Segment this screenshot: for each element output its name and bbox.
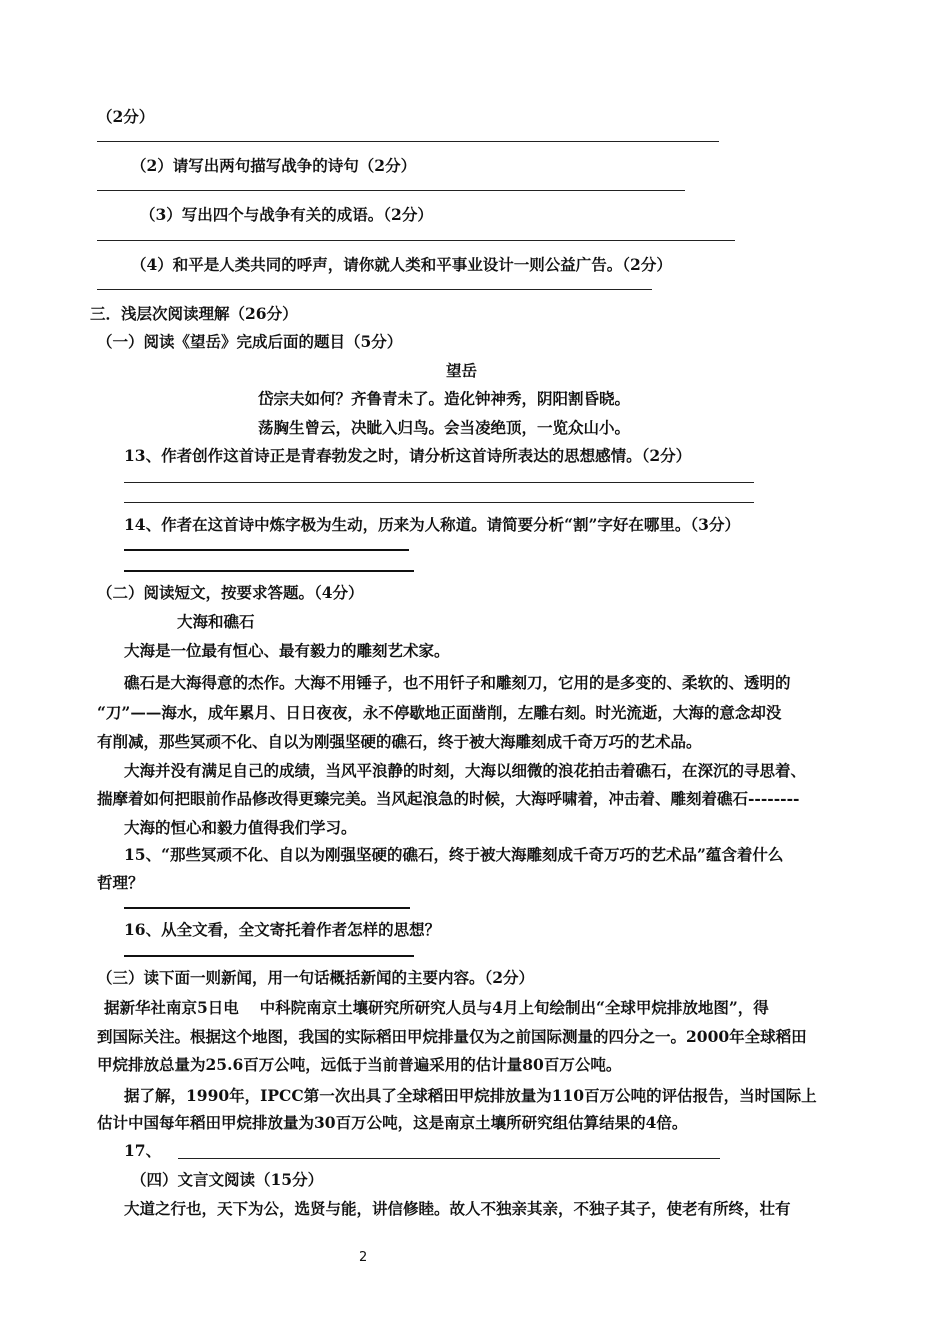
answer-line[interactable] bbox=[97, 240, 735, 241]
answer-line[interactable] bbox=[97, 190, 685, 191]
answer-line[interactable] bbox=[124, 482, 754, 483]
news-line: 甲烷排放总量为25.6百万公吨，远低于当前普遍采用的估计量80百万公吨。 bbox=[97, 1055, 622, 1074]
answer-line[interactable] bbox=[178, 1158, 720, 1159]
news-line: 估计中国每年稻田甲烷排放量为30百万公吨，这是南京土壤所研究组估算结果的4倍。 bbox=[97, 1113, 688, 1132]
paragraph-line: 有削减，那些冥顽不化、自以为刚强坚硬的礁石，终于被大海雕刻成千奇万巧的艺术品。 bbox=[97, 732, 702, 751]
section-heading: 三．浅层次阅读理解（26分） bbox=[90, 304, 298, 323]
subsection-heading: （三）读下面一则新闻，用一句话概括新闻的主要内容。（2分） bbox=[97, 968, 535, 987]
answer-line[interactable] bbox=[124, 955, 414, 957]
question-3: （3）写出四个与战争有关的成语。（2分） bbox=[140, 205, 433, 224]
question-4: （4）和平是人类共同的呼声，请你就人类和平事业设计一则公益广告。（2分） bbox=[131, 255, 672, 274]
subsection-heading: （四）文言文阅读（15分） bbox=[131, 1170, 324, 1189]
paragraph-line: 大海是一位最有恒心、最有毅力的雕刻艺术家。 bbox=[124, 641, 450, 660]
question-14: 14、作者在这首诗中炼字极为生动，历来为人称道。请简要分析“割”字好在哪里。（3分） bbox=[124, 515, 740, 534]
classical-text-line: 大道之行也，天下为公，选贤与能，讲信修睦。故人不独亲其亲，不独子其子，使老有所终，壮有 bbox=[124, 1199, 791, 1218]
news-line: 据了解，1990年，IPCC第一次出具了全球稻田甲烷排放量为110百万公吨的评估报告，当时国际上 bbox=[124, 1086, 817, 1105]
paragraph-line: 大海的恒心和毅力值得我们学习。 bbox=[124, 818, 357, 837]
page-number: 2 bbox=[359, 1250, 368, 1265]
answer-line[interactable] bbox=[97, 289, 652, 290]
paragraph-line: 揣摩着如何把眼前作品修改得更臻完美。当风起浪急的时候，大海呼啸着，冲击着、雕刻着礁石-------- bbox=[97, 789, 800, 808]
answer-line[interactable] bbox=[124, 907, 410, 909]
article-title: 大海和礁石 bbox=[177, 612, 255, 631]
question-13: 13、作者创作这首诗正是青春勃发之时，请分析这首诗所表达的思想感情。（2分） bbox=[124, 446, 692, 465]
paragraph-line: 大海并没有满足自己的成绩，当风平浪静的时刻，大海以细微的浪花拍击着礁石，在深沉的寻思着、 bbox=[124, 761, 807, 780]
question-15-cont: 哲理？ bbox=[97, 873, 144, 892]
answer-line[interactable] bbox=[97, 141, 719, 142]
question-15: 15、“那些冥顽不化、自以为刚强坚硬的礁石，终于被大海雕刻成千奇万巧的艺术品”蕴含着什么 bbox=[124, 845, 784, 864]
paragraph-line: 礁石是大海得意的杰作。大海不用锤子，也不用钎子和雕刻刀，它用的是多变的、柔软的、透明的 bbox=[124, 673, 791, 692]
q-score-note: （2分） bbox=[97, 107, 155, 126]
paragraph-line: “刀”——海水，成年累月、日日夜夜，永不停歇地正面凿削，左雕右刻。时光流逝，大海的意念却没 bbox=[97, 703, 782, 722]
answer-line[interactable] bbox=[124, 570, 414, 572]
answer-line[interactable] bbox=[124, 502, 754, 503]
news-line: 据新华社南京5日电 中科院南京土壤研究所研究人员与4月上旬绘制出“全球甲烷排放地图”，得 bbox=[104, 998, 769, 1017]
question-16: 16、从全文看，全文寄托着作者怎样的思想？ bbox=[124, 920, 441, 939]
answer-line[interactable] bbox=[124, 549, 409, 551]
poem-line: 岱宗夫如何？齐鲁青未了。造化钟神秀，阴阳割昏晓。 bbox=[258, 389, 631, 408]
news-line: 到国际关注。根据这个地图，我国的实际稻田甲烷排量仅为之前国际测量的四分之一。2000年全球稻田 bbox=[97, 1027, 807, 1046]
question-17: 17、 bbox=[124, 1141, 162, 1160]
subsection-heading: （二）阅读短文，按要求答题。（4分） bbox=[97, 583, 364, 602]
poem-line: 荡胸生曾云，决眦入归鸟。会当凌绝顶，一览众山小。 bbox=[258, 418, 631, 437]
poem-title: 望岳 bbox=[446, 361, 478, 380]
question-2: （2）请写出两句描写战争的诗句（2分） bbox=[131, 156, 417, 175]
subsection-heading: （一）阅读《望岳》完成后面的题目（5分） bbox=[97, 332, 403, 351]
